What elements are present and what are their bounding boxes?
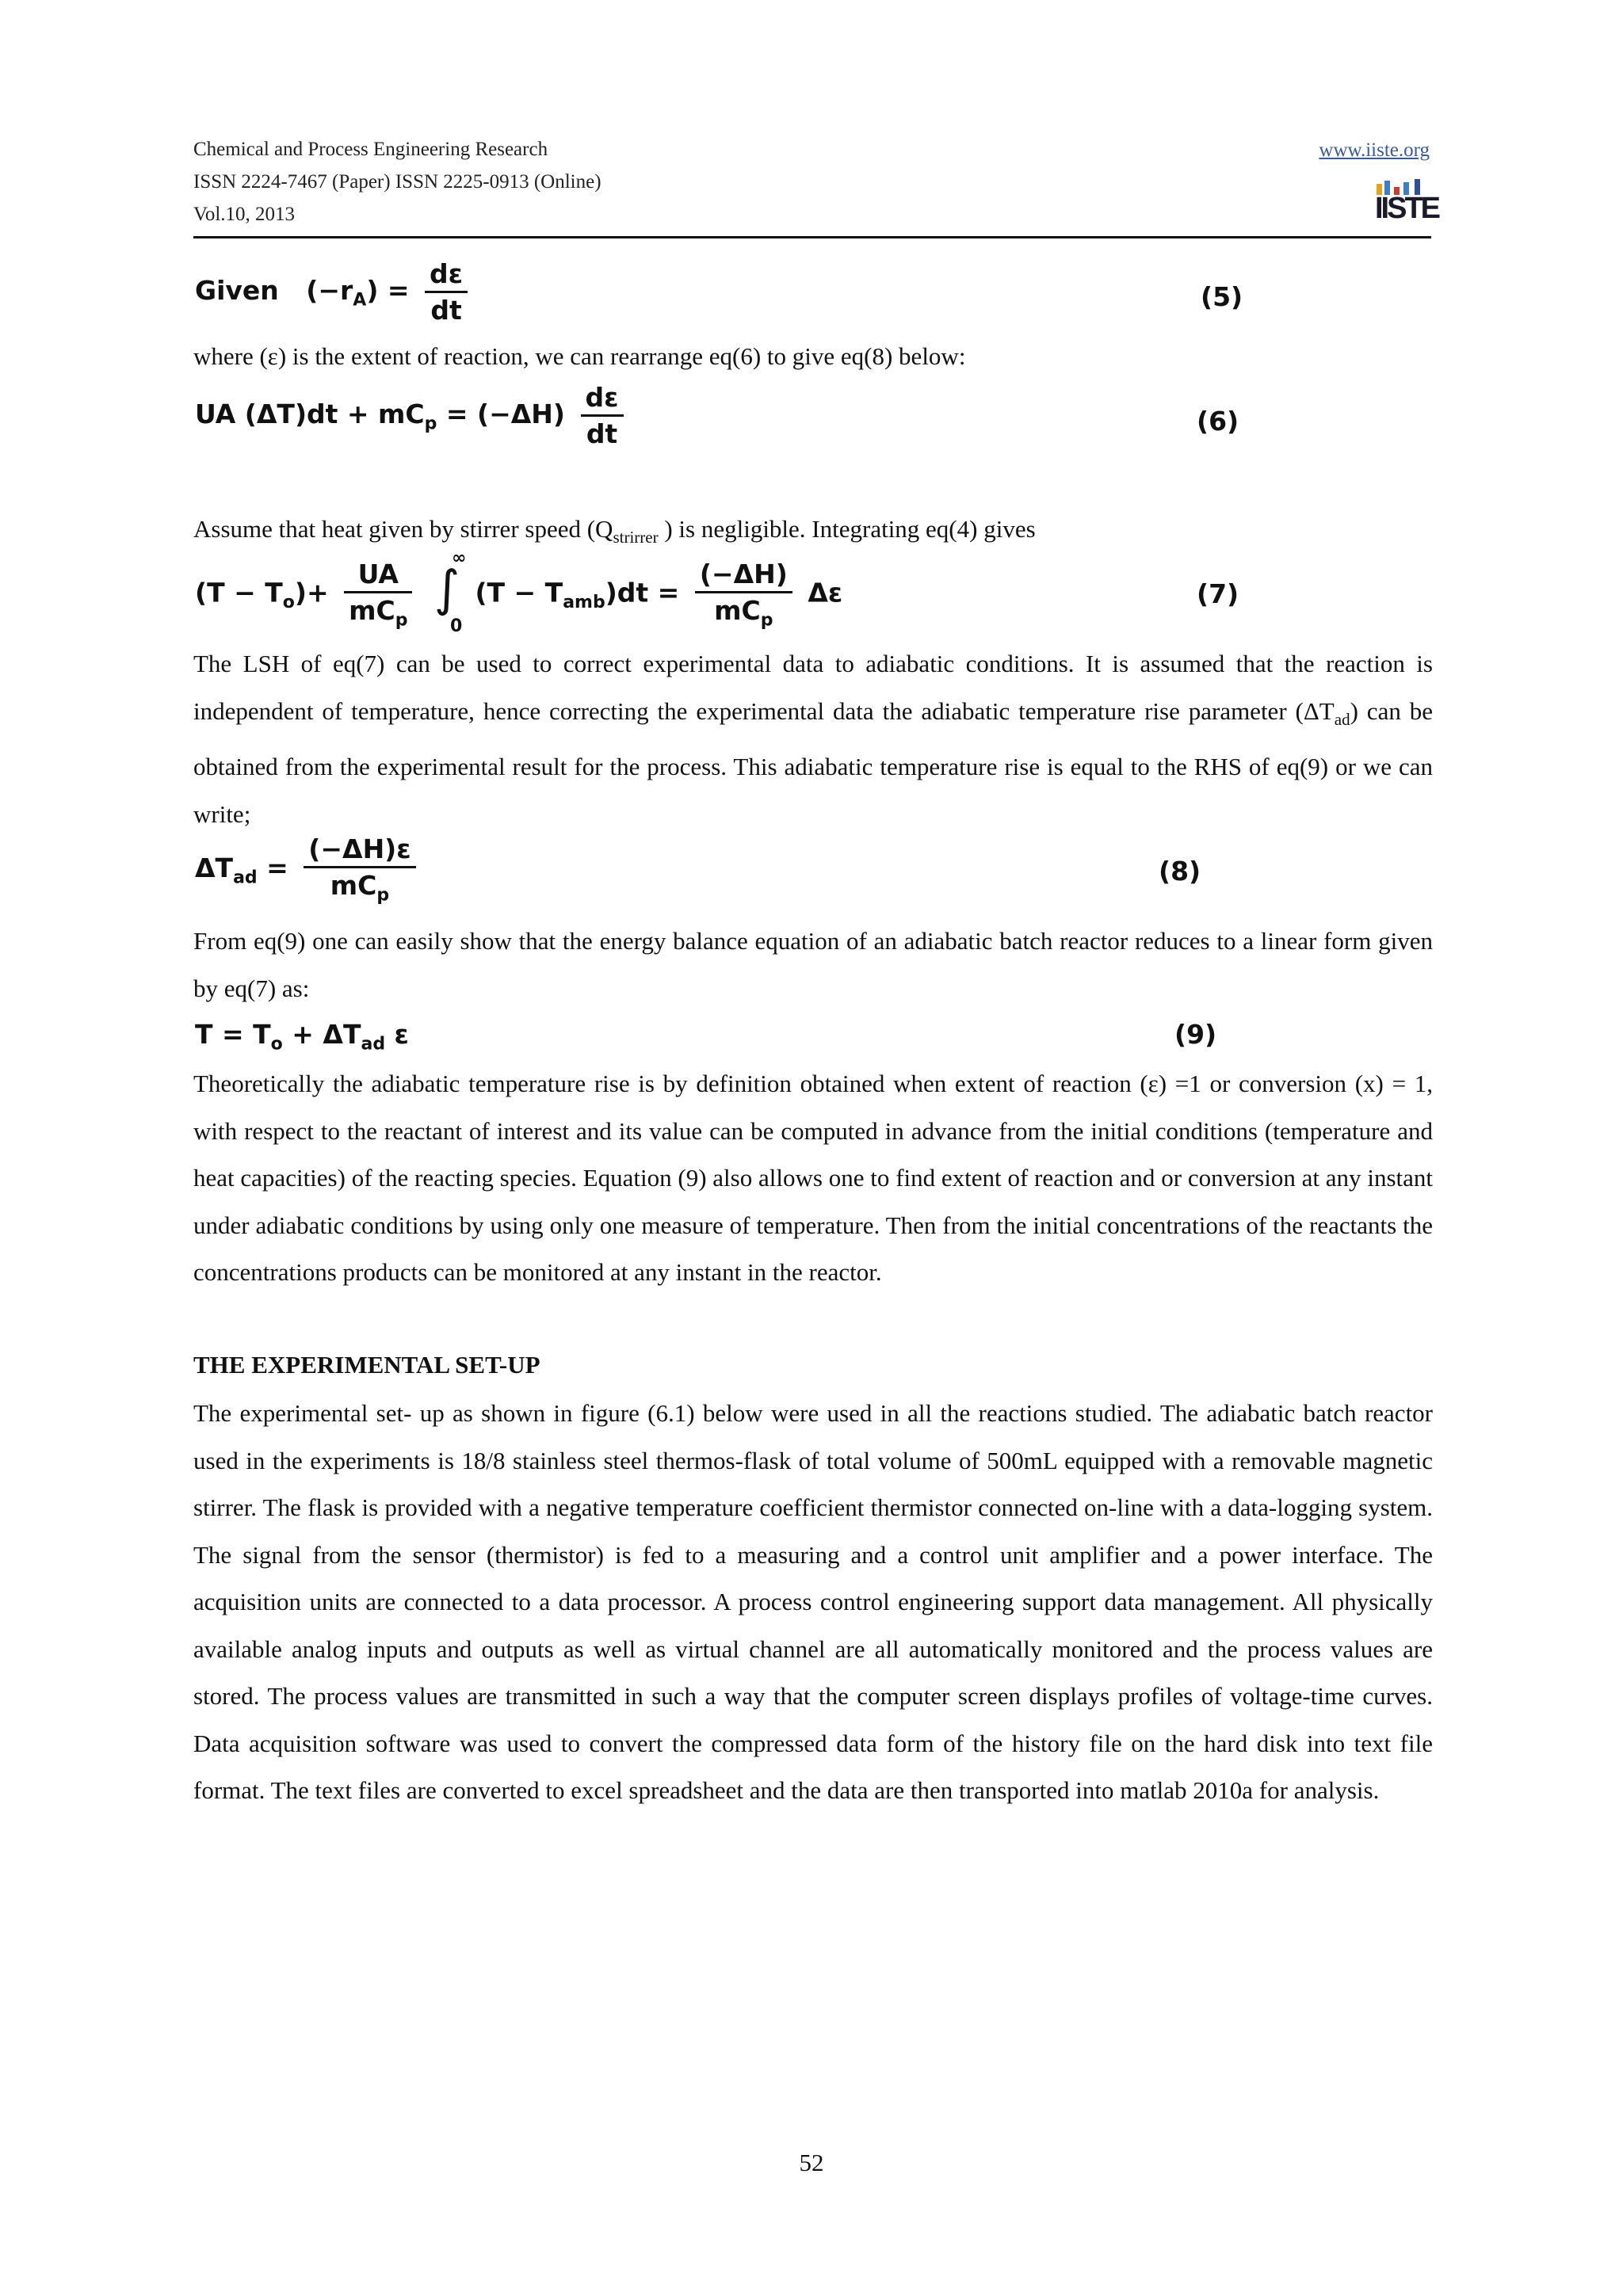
header-rule [193,236,1431,238]
eq7-a-sub: o [282,593,295,613]
eq5-lhs: (−r [306,275,353,306]
section-heading: THE EXPERIMENTAL SET-UP [193,1351,540,1379]
volume-line: Vol.10, 2013 [193,204,296,225]
eq6-fraction [581,382,624,449]
eq8-den-text: mC [330,870,377,901]
eq6-mid: = (−ΔH) [437,399,566,429]
assume-after: ) is negligible. Integrating eq(4) gives [658,515,1036,543]
lsh-sub: ad [1334,709,1350,729]
issn-line: ISSN 2224-7467 (Paper) ISSN 2225-0913 (Online) [193,171,601,193]
eq9-number: (9) [1174,1019,1217,1050]
eq8-fraction [304,833,415,906]
eq8-number: (8) [1159,856,1201,887]
eq7-a-end: )+ [294,577,329,608]
eq9-c: ε [385,1019,409,1050]
page-number: 52 [799,2149,824,2176]
eq7-fraction-2 [695,559,792,631]
eq6-denominator: dt [586,418,618,449]
eq6-lhs-sub: p [424,414,437,434]
eq7-f2-den-sub: p [760,610,773,631]
integral-upper: ∞ [451,548,467,568]
eq8-lhs: ΔT [195,852,234,883]
eq7-f1-num: UA [344,559,412,593]
eq7-f1-den-text: mC [349,594,395,626]
text-assume [193,513,1036,553]
eq6-lhs: UA (ΔT)dt + mC [195,399,425,429]
integral-sign [428,548,467,636]
eq5-denominator: dt [430,295,462,326]
equation-6 [195,382,630,449]
integral-lower: 0 [449,616,463,636]
eq7-b-sub: amb [563,593,605,613]
eq5-numerator: dε [425,258,468,293]
equation-7 [195,548,843,636]
text-where: where (ε) is the extent of reaction, we can rearrange eq(6) to give eq(8) below: [193,342,966,370]
eq7-number: (7) [1197,578,1239,609]
website-link[interactable]: www.iiste.org [1319,139,1430,161]
eq7-fraction-1 [344,559,412,631]
lsh-before: The LSH of eq(7) can be used to correct experimental data to adiabatic conditions. It is assumed that the reaction is independent of temperature, hence correcting the experimental data the adiabatic temperature rise parameter (ΔT [193,650,1433,725]
eq5-lhs-end: ) = [366,275,410,306]
eq8-den-sub: p [376,885,390,906]
eq7-f1-den-sub: p [395,610,408,631]
eq5-number: (5) [1201,281,1243,312]
eq7-b: (T − T [475,577,563,608]
eq7-f2-den [695,593,792,631]
logo-text: IISTE [1375,192,1439,225]
paragraph-lsh [193,640,1433,837]
eq7-f1-den [344,593,412,631]
eq9-b: + ΔT [282,1019,361,1050]
eq5-lhs-sub: A [353,290,367,311]
paragraph-from: From eq(9) one can easily show that the energy balance equation of an adiabatic batch reactor reduces to a linear form given by eq(7) as: [193,927,1433,1002]
eq7-f2-num: (−ΔH) [695,559,792,593]
eq8-lhs-sub: ad [233,868,258,888]
equation-8 [195,833,422,906]
paragraph-theory: Theoretically the adiabatic temperature rise is by definition obtained when extent of reaction (ε) =1 or conversion (x) = 1, with respect to the reactant of interest and its value can be computed in advance from the initial conditions (temperature and heat capacities) of the reacting species. Equation (9) also allows one to find extent of reaction and or conversion at any instant under adiabatic conditions by using only one measure of temperature. Then from the initial concentrations of the reactants the concentrations products can be monitored at any instant in the reactor. [193,1070,1433,1286]
eq7-b-end: )dt = [605,577,680,608]
equation-5 [195,258,474,326]
eq6-number: (6) [1197,406,1239,437]
assume-sub: strirrer [613,528,659,547]
iiste-logo [1375,171,1439,227]
paragraph-setup: The experimental set- up as shown in figure (6.1) below were used in all the reactions studied. The adiabatic batch reactor used in the experiments is 18/8 stainless steel thermos-flask of total volume of 500mL equipped with a removable magnetic stirrer. The flask is provided with a negative temperature coefficient thermistor connected on-line with a data-logging system. The signal from the sensor (thermistor) is fed to a measuring and a control unit amplifier and a power interface. The acquisition units are connected to a data processor. A process control engineering support data management. All physically available analog inputs and outputs as well as virtual channel are all automatically monitored and the process values are stored. The process values are transmitted in such a way that the computer screen displays profiles of voltage-time curves. Data acquisition software was used to convert the compressed data form of the history file on the hard disk into text file format. The text files are converted to excel spreadsheet and the data are then transported into matlab 2010a for analysis. [193,1399,1433,1804]
given-label: Given [195,275,279,306]
journal-title: Chemical and Process Engineering Research [193,139,548,160]
eq8-eq: = [257,852,288,883]
eq5-fraction [425,258,468,326]
eq7-c: Δε [808,577,843,608]
eq9-a-sub: o [270,1034,283,1055]
eq7-f2-den-text: mC [714,594,761,626]
assume-before: Assume that heat given by stirrer speed (Q [193,515,613,543]
eq7-a: (T − T [195,577,283,608]
eq9-b-sub: ad [361,1034,386,1055]
equation-9 [195,1019,409,1055]
lsh-after: ) can be obtained from the experimental result for the process. This adiabatic temperature rise is equal to the RHS of eq(9) or we can write; [193,696,1433,828]
eq6-numerator: dε [581,382,624,417]
eq8-numerator: (−ΔH)ε [304,833,415,868]
integral-symbol: ∫ [433,559,460,617]
eq8-denominator [304,868,415,906]
eq9-a: T = T [195,1019,271,1050]
